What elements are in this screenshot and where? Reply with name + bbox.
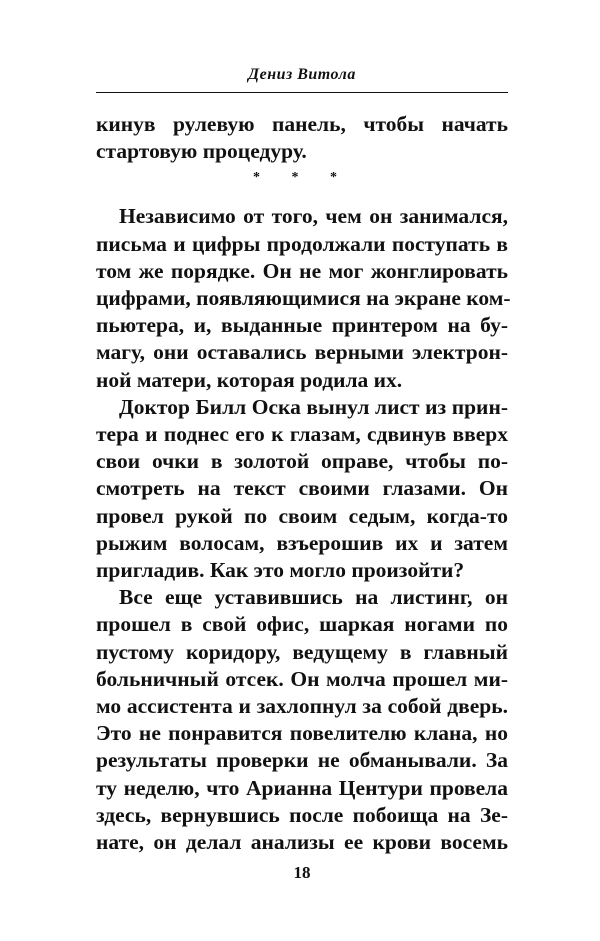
text-line: ной матери, которая родила их. [96, 368, 403, 392]
page-number: 18 [293, 863, 311, 882]
text-line: Все еще уставившись на листинг, он [119, 585, 508, 609]
text-line: провел рукой по своим седым, когда-то [96, 504, 508, 528]
text-line: кинув рулевую панель, чтобы начать [96, 112, 508, 136]
text-line: прошел в свой офис, шаркая ногами по [96, 612, 508, 636]
text-line: рыжим волосам, взъерошив их и затем [96, 531, 508, 555]
text-line: том же порядке. Он не мог жонглировать [96, 259, 508, 283]
text-line: письма и цифры продолжали поступать в [96, 232, 508, 256]
text-line: больничный отсек. Он молча прошел ми- [96, 667, 508, 691]
text-line: магу, они оставались верными электрон- [96, 340, 508, 364]
running-header-author: Дениз Витола [248, 66, 356, 83]
text-line: здесь, вернувшись после побоища на Зе- [96, 803, 508, 827]
text-line: стартовую процедуру. [96, 139, 307, 163]
section-separator: * * * [253, 170, 351, 185]
text-line: мо ассистента и захлопнул за собой дверь. [96, 694, 508, 718]
text-line: Доктор Билл Оска вынул лист из прин- [119, 395, 508, 419]
text-line: пригладив. Как это могло произойти? [96, 558, 465, 582]
text-line: Это не понравится повелителю клана, но [96, 721, 508, 745]
text-line: ту неделю, что Арианна Центури провела [96, 776, 508, 800]
text-line: нате, он делал анализы ее крови восемь [96, 830, 508, 854]
header-rule [96, 92, 508, 93]
text-line: пьютера, и, выданные принтером на бу- [96, 313, 508, 337]
text-line: тера и поднес его к глазам, сдвинув вверх [96, 422, 508, 446]
text-line: смотреть на текст своими глазами. Он [96, 476, 508, 500]
text-line: цифрами, появляющимися на экране ком- [96, 286, 511, 310]
text-line: свои очки в золотой оправе, чтобы по- [96, 449, 508, 473]
text-line: Независимо от того, чем он занимался, [119, 204, 508, 228]
text-line: пустому коридору, ведущему в главный [96, 640, 508, 664]
text-line: результаты проверки не обманывали. За [96, 748, 508, 772]
